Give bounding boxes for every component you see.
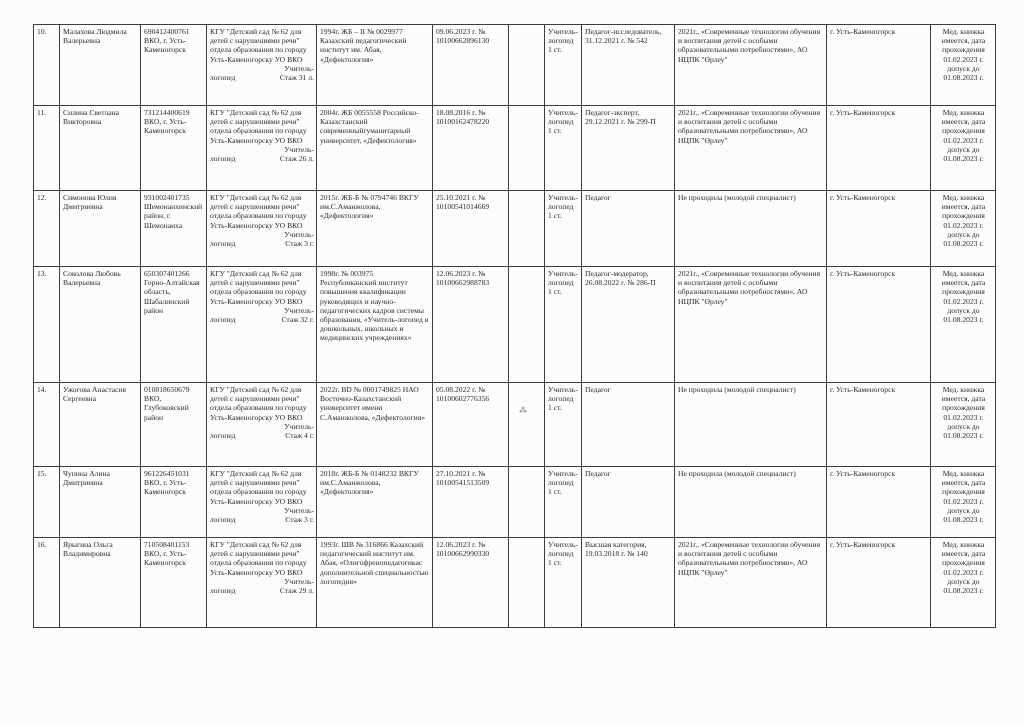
name-text: Симонова Юлия Дмитриевна bbox=[63, 193, 117, 212]
med-text: Мед. книжка имеется, дата прохождения 01.02.2023 г. допуск до 01.08.2023 г. bbox=[941, 193, 986, 249]
post-line1-text: Учитель- bbox=[284, 505, 314, 515]
org-text: КГУ "Детский сад № 62 для детей с нарушениями речи" отдела образования по городу Усть-Каменогорску УО ВКО bbox=[210, 108, 307, 145]
full-name-cell bbox=[60, 106, 141, 191]
certificate-cell bbox=[433, 538, 509, 628]
iin_place-text: 931002401735 Шемонаихинский район, г. Шемонаиха bbox=[144, 193, 203, 230]
empty-cell bbox=[509, 191, 545, 267]
city-text: г. Усть-Каменогорск bbox=[830, 193, 896, 202]
courses-cell bbox=[675, 467, 827, 538]
row-number-cell bbox=[34, 383, 60, 467]
table-row bbox=[34, 538, 996, 628]
medical-book-cell bbox=[931, 467, 996, 538]
row-number-cell bbox=[34, 538, 60, 628]
experience-text: Стаж 26 л. bbox=[279, 154, 314, 164]
empty-cell bbox=[509, 467, 545, 538]
qual-text: Педагог bbox=[585, 193, 611, 202]
no-text: 10. bbox=[37, 27, 47, 36]
education-cell bbox=[317, 538, 433, 628]
experience-line bbox=[210, 239, 314, 248]
city-text: г. Усть-Каменогорск bbox=[830, 385, 896, 394]
table-row bbox=[34, 25, 996, 106]
courses-text: 2021г., «Современные технологии обучения и воспитания детей с особыми образовательными потребностями», АО НЦПК "Өрлеу" bbox=[678, 540, 821, 577]
org-text: КГУ "Детский сад № 62 для детей с нарушениями речи" отдела образования по городу Усть-Каменогорску УО ВКО bbox=[210, 385, 307, 422]
qualification-cell bbox=[582, 191, 675, 267]
courses-cell bbox=[675, 191, 827, 267]
full-name-cell bbox=[60, 383, 141, 467]
iin_place-text: 010818650679 ВКО, Глубоковский район bbox=[144, 385, 190, 422]
table-row bbox=[34, 267, 996, 383]
courses-text: Не проходила (молодой специалист) bbox=[678, 193, 796, 202]
post-line1-text: Учитель- bbox=[284, 305, 314, 315]
cert-text: 12.06.2023 г. № 10100662988783 bbox=[436, 269, 490, 288]
edu-text: 1993г. ШВ № 316866 Казахский педагогический институт им. Абая, «Олигофренопедагогикас дополнительной специальностью логопедия» bbox=[320, 540, 429, 586]
experience-text: Стаж 32 г. bbox=[281, 315, 314, 325]
table-row bbox=[34, 191, 996, 267]
no-text: 14. bbox=[37, 385, 47, 394]
cert-text: 18.08.2016 г. № 10100162478220 bbox=[436, 108, 490, 127]
workplace-cell bbox=[207, 538, 317, 628]
medical-book-cell bbox=[931, 538, 996, 628]
experience-text: Стаж 31 л. bbox=[279, 73, 314, 83]
empty-cell bbox=[509, 538, 545, 628]
position-cell bbox=[545, 383, 582, 467]
name-text: Малахова Людмила Валерьевна bbox=[63, 27, 127, 46]
city-text: г. Усть-Каменогорск bbox=[830, 27, 896, 36]
medical-book-cell bbox=[931, 106, 996, 191]
edu-text: 2022г. ВD № 0001749825 НАО Восточно-Казахстанский университет имени С.Аманжолова, «Дефектология» bbox=[320, 385, 426, 422]
full-name-cell bbox=[60, 267, 141, 383]
courses-text: Не проходила (молодой специалист) bbox=[678, 469, 796, 478]
experience-line bbox=[210, 315, 314, 324]
position-text: Учитель-логопед 1 ст. bbox=[548, 27, 578, 55]
cert-text: 25.10.2021 г. № 10100541014669 bbox=[436, 193, 490, 212]
post-line bbox=[210, 422, 314, 431]
experience-line bbox=[210, 73, 314, 82]
no-text: 13. bbox=[37, 269, 47, 278]
post-line2-text: логопед bbox=[210, 73, 236, 83]
post-line1-text: Учитель- bbox=[284, 421, 314, 431]
education-cell bbox=[317, 106, 433, 191]
certificate-cell bbox=[433, 25, 509, 106]
post-line1-text: Учитель- bbox=[284, 144, 314, 154]
medical-book-cell bbox=[931, 25, 996, 106]
city-cell bbox=[827, 538, 931, 628]
post-line1-text: Учитель- bbox=[284, 229, 314, 239]
qualification-cell bbox=[582, 383, 675, 467]
edu-text: 2015г. ЖБ-Б № 0794746 ВКГУ им.С.Аманжолова, «Дефектология» bbox=[320, 193, 419, 221]
city-cell bbox=[827, 267, 931, 383]
position-text: Учитель-логопед 1 ст. bbox=[548, 540, 578, 568]
cert-text: 27.10.2021 г. № 10100541513509 bbox=[436, 469, 490, 488]
qual-text: Высшая категория, 19.03.2018 г. № 140 bbox=[585, 540, 648, 559]
row-number-cell bbox=[34, 267, 60, 383]
iin_place-text: 731214400619 ВКО, г. Усть-Каменогорск bbox=[144, 108, 190, 136]
post-line1-text: Учитель- bbox=[284, 576, 314, 586]
position-text: Учитель-логопед 1 ст. bbox=[548, 269, 578, 297]
row-number-cell bbox=[34, 467, 60, 538]
table-row bbox=[34, 467, 996, 538]
courses-cell bbox=[675, 267, 827, 383]
city-cell bbox=[827, 383, 931, 467]
position-cell bbox=[545, 467, 582, 538]
experience-text: Стаж 3 г. bbox=[285, 515, 314, 525]
cert-text: 09.06.2023 г. № 10100662896130 bbox=[436, 27, 490, 46]
city-text: г. Усть-Каменогорск bbox=[830, 269, 896, 278]
staff-register-table bbox=[33, 24, 996, 628]
med-text: Мед. книжка имеется, дата прохождения 01.02.2023 г. допуск до 01.08.2023 г. bbox=[941, 469, 986, 525]
iin-birthplace-cell bbox=[141, 267, 207, 383]
full-name-cell bbox=[60, 191, 141, 267]
post-line2-text: логопед bbox=[210, 315, 236, 325]
courses-text: 2021г., «Современные технологии обучения и воспитания детей с особыми образовательными потребностями», АО НЦПК "Өрлеу" bbox=[678, 269, 821, 306]
iin_place-text: 961226451031 ВКО, г. Усть-Каменогорск bbox=[144, 469, 190, 497]
table-row bbox=[34, 383, 996, 467]
name-text: Ужогова Анастасия Сергеевна bbox=[63, 385, 127, 404]
post-line2-text: логопед bbox=[210, 239, 236, 249]
city-cell bbox=[827, 106, 931, 191]
courses-cell bbox=[675, 383, 827, 467]
medical-book-cell bbox=[931, 267, 996, 383]
med-text: Мед. книжка имеется, дата прохождения 01.02.2023 г. допуск до 01.08.2023 г. bbox=[941, 108, 986, 164]
row-number-cell bbox=[34, 106, 60, 191]
name-text: Чупина Алина Дмитриевна bbox=[63, 469, 110, 488]
certificate-cell bbox=[433, 383, 509, 467]
city-cell bbox=[827, 467, 931, 538]
experience-text: Стаж 29 л. bbox=[279, 586, 314, 596]
med-text: Мед. книжка имеется, дата прохождения 01.02.2023 г. допуск до 01.08.2023 г. bbox=[941, 385, 986, 441]
experience-text: Стаж 4 г. bbox=[285, 431, 314, 441]
post-line bbox=[210, 230, 314, 239]
workplace-cell bbox=[207, 25, 317, 106]
org-text: КГУ "Детский сад № 62 для детей с нарушениями речи" отдела образования по городу Усть-Каменогорску УО ВКО bbox=[210, 269, 307, 306]
experience-line bbox=[210, 431, 314, 440]
certificate-cell bbox=[433, 467, 509, 538]
certificate-cell bbox=[433, 106, 509, 191]
empty-cell bbox=[509, 267, 545, 383]
medical-book-cell bbox=[931, 191, 996, 267]
name-text: Соколова Любовь Валерьевна bbox=[63, 269, 121, 288]
post-line1-text: Учитель- bbox=[284, 63, 314, 73]
workplace-cell bbox=[207, 383, 317, 467]
qual-text: Педагог bbox=[585, 385, 611, 394]
qual-text: Педагог-модератор, 26.08.2022 г. № 286-П bbox=[585, 269, 656, 288]
post-line bbox=[210, 577, 314, 586]
position-text: Учитель-логопед 1 ст. bbox=[548, 385, 578, 413]
certificate-cell bbox=[433, 191, 509, 267]
city-text: г. Усть-Каменогорск bbox=[830, 108, 896, 117]
post-line bbox=[210, 64, 314, 73]
med-text: Мед. книжка имеется, дата прохождения 01.02.2023 г. допуск до 01.08.2023 г. bbox=[941, 540, 986, 596]
cert-text: 05.08.2022 г. № 10100602776356 bbox=[436, 385, 490, 404]
qual-text: Педагог-исследователь, 31.12.2021 г. № 542 bbox=[585, 27, 662, 46]
name-text: Силина Светлана Викторовна bbox=[63, 108, 120, 127]
certificate-cell bbox=[433, 267, 509, 383]
org-text: КГУ "Детский сад № 62 для детей с нарушениями речи" отдела образования по городу Усть-Каменогорску УО ВКО bbox=[210, 469, 307, 506]
experience-text: Стаж 3 г. bbox=[285, 239, 314, 249]
position-cell bbox=[545, 25, 582, 106]
iin-birthplace-cell bbox=[141, 538, 207, 628]
post-line2-text: логопед bbox=[210, 431, 236, 441]
iin_place-text: 710508401153 ВКО, г. Усть-Каменогорск bbox=[144, 540, 190, 568]
experience-line bbox=[210, 515, 314, 524]
cert-text: 12.06.2023 г. № 10100662990330 bbox=[436, 540, 490, 559]
full-name-cell bbox=[60, 25, 141, 106]
qualification-cell bbox=[582, 106, 675, 191]
edu-text: 2018г. ЖБ-Б № 0148232 ВКГУ им.С.Аманжолова, «Дефектология» bbox=[320, 469, 419, 497]
iin-birthplace-cell bbox=[141, 25, 207, 106]
courses-cell bbox=[675, 538, 827, 628]
iin-birthplace-cell bbox=[141, 467, 207, 538]
courses-cell bbox=[675, 25, 827, 106]
workplace-cell bbox=[207, 191, 317, 267]
row-number-cell bbox=[34, 25, 60, 106]
city-cell bbox=[827, 25, 931, 106]
city-text: г. Усть-Каменогорск bbox=[830, 540, 896, 549]
iin-birthplace-cell bbox=[141, 383, 207, 467]
row-number-cell bbox=[34, 191, 60, 267]
iin-birthplace-cell bbox=[141, 106, 207, 191]
qualification-cell bbox=[582, 538, 675, 628]
position-cell bbox=[545, 191, 582, 267]
iin-birthplace-cell bbox=[141, 191, 207, 267]
education-cell bbox=[317, 191, 433, 267]
qualification-cell bbox=[582, 467, 675, 538]
org-text: КГУ "Детский сад № 62 для детей с нарушениями речи" отдела образования по городу Усть-Каменогорску УО ВКО bbox=[210, 27, 307, 64]
position-cell bbox=[545, 106, 582, 191]
position-text: Учитель-логопед 1 ст. bbox=[548, 108, 578, 136]
post-line bbox=[210, 506, 314, 515]
experience-line bbox=[210, 586, 314, 595]
post-line2-text: логопед bbox=[210, 515, 236, 525]
qual-text: Педагог-эксперт, 29.12.2021 г. № 299-П bbox=[585, 108, 656, 127]
iin_place-text: 690412400761 ВКО, г. Усть-Каменогорск bbox=[144, 27, 190, 55]
post-line2-text: логопед bbox=[210, 154, 236, 164]
edu-text: 1998г. № 003975 Республиканский институт повышения квалификации руководящих и научно-педагогических кадров системы образования, «Учитель-логопед в дошкольных, школьных и медицинских учреждениях» bbox=[320, 269, 429, 343]
medical-book-cell bbox=[931, 383, 996, 467]
no-text: 11. bbox=[37, 108, 47, 117]
med-text: Мед. книжка имеется, дата прохождения 01.02.2023 г. допуск до 01.08.2023 г. bbox=[941, 269, 986, 325]
edu-text: 2004г. ЖБ 0055558 Российско-Казахстанский современныйгуманитарный университет, «Дефектология» bbox=[320, 108, 419, 145]
full-name-cell bbox=[60, 467, 141, 538]
post-line2-text: логопед bbox=[210, 586, 236, 596]
no-text: 16. bbox=[37, 540, 47, 549]
workplace-cell bbox=[207, 467, 317, 538]
workplace-cell bbox=[207, 267, 317, 383]
education-cell bbox=[317, 267, 433, 383]
post-line bbox=[210, 306, 314, 315]
city-text: г. Усть-Каменогорск bbox=[830, 469, 896, 478]
workplace-cell bbox=[207, 106, 317, 191]
scan-artifact-mark: ⁂ bbox=[519, 406, 527, 415]
org-text: КГУ "Детский сад № 62 для детей с нарушениями речи" отдела образования по городу Усть-Каменогорску УО ВКО bbox=[210, 193, 307, 230]
qualification-cell bbox=[582, 25, 675, 106]
empty-cell bbox=[509, 106, 545, 191]
no-text: 15. bbox=[37, 469, 47, 478]
empty-cell bbox=[509, 383, 545, 467]
courses-cell bbox=[675, 106, 827, 191]
name-text: Ярыгина Ольга Владимировна bbox=[63, 540, 113, 559]
no-text: 12. bbox=[37, 193, 47, 202]
qual-text: Педагог bbox=[585, 469, 611, 478]
position-text: Учитель-логопед 1 ст. bbox=[548, 193, 578, 221]
edu-text: 1994г. ЖБ – II № 0029977 Казахский педагогический институт им. Абая, «Дефектология» bbox=[320, 27, 407, 64]
education-cell bbox=[317, 25, 433, 106]
courses-text: Не проходила (молодой специалист) bbox=[678, 385, 796, 394]
education-cell bbox=[317, 467, 433, 538]
org-text: КГУ "Детский сад № 62 для детей с нарушениями речи" отдела образования по городу Усть-Каменогорску УО ВКО bbox=[210, 540, 307, 577]
med-text: Мед. книжка имеется, дата прохождения 01.02.2023 г. допуск до 01.08.2023 г. bbox=[941, 27, 986, 83]
empty-cell bbox=[509, 25, 545, 106]
table-row bbox=[34, 106, 996, 191]
full-name-cell bbox=[60, 538, 141, 628]
position-cell bbox=[545, 267, 582, 383]
position-cell bbox=[545, 538, 582, 628]
education-cell bbox=[317, 383, 433, 467]
iin_place-text: 650307401266 Горно-Алтайская область, Шабалинский район bbox=[144, 269, 200, 315]
experience-line bbox=[210, 154, 314, 163]
qualification-cell bbox=[582, 267, 675, 383]
city-cell bbox=[827, 191, 931, 267]
post-line bbox=[210, 145, 314, 154]
courses-text: 2021г., «Современные технологии обучения и воспитания детей с особыми образовательными потребностями», АО НЦПК "Өрлеу" bbox=[678, 27, 821, 64]
position-text: Учитель-логопед 1 ст. bbox=[548, 469, 578, 497]
courses-text: 2021г., «Современные технологии обучения и воспитания детей с особыми образовательными потребностями», АО НЦПК "Өрлеу" bbox=[678, 108, 821, 145]
